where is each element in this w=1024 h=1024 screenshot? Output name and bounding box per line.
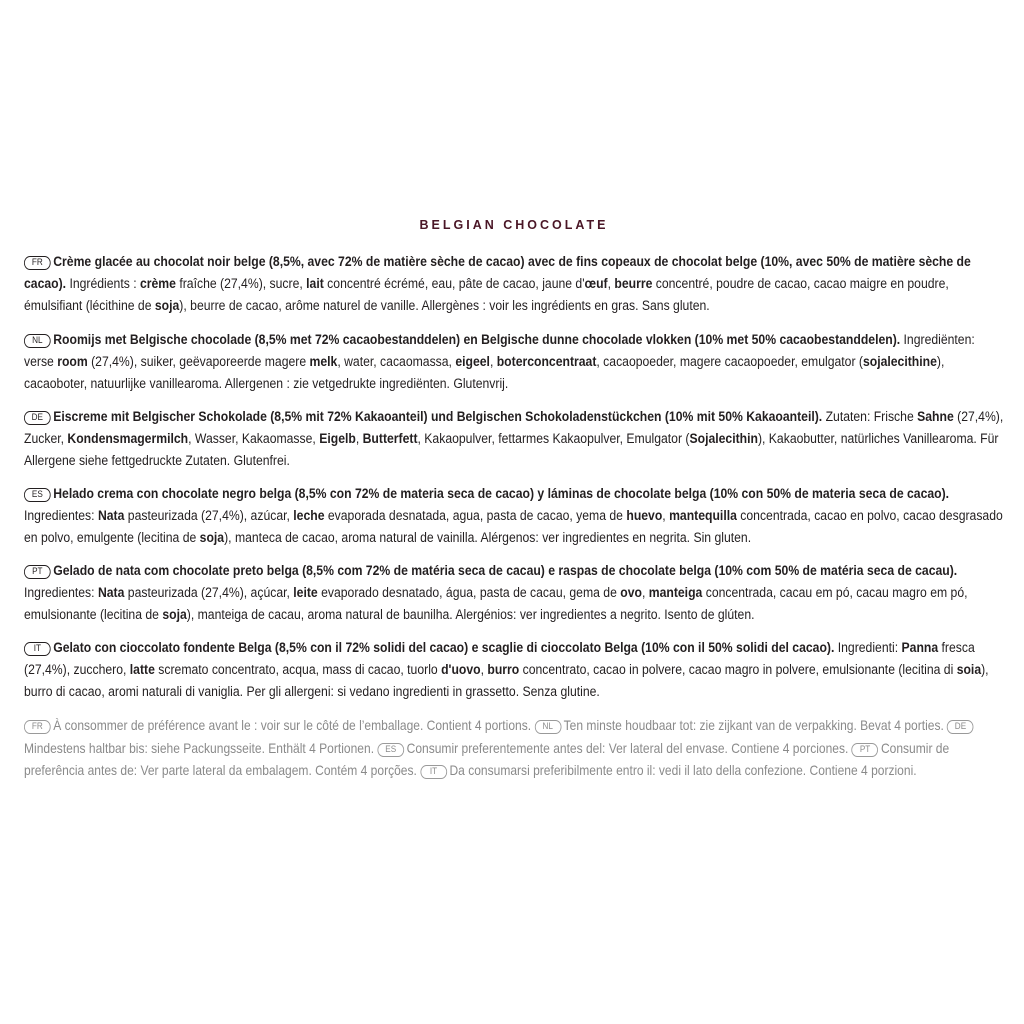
- ingredient-text: [24, 329, 1004, 395]
- text-run: ,: [480, 662, 488, 678]
- bold-text: soia: [956, 662, 982, 678]
- best-before-es: Consumir preferentemente antes del: Ver lateral del envase. Contiene 4 porciones.: [406, 739, 849, 756]
- bold-text: Panna: [901, 640, 939, 656]
- section-it: [24, 637, 1004, 703]
- bold-text: Kondensmagermilch: [67, 431, 189, 447]
- text-run: Ingrediënten: verse: [24, 332, 975, 370]
- bold-text: beurre: [614, 276, 653, 292]
- text-run: concentrada, cacao en polvo, cacao desgrasado en polvo, emulgente (lecitina de: [24, 508, 1003, 546]
- bold-text: Crème glacée au chocolat noir belge (8,5%, avec 72% de matière sèche de cacao) avec de fins copeaux de chocolat belge (10%, avec 50% de matière sèche de cacao).: [24, 254, 971, 292]
- best-before-fr: À consommer de préférence avant le : voir sur le côté de l’emballage. Contient 4 portions.: [53, 717, 532, 733]
- text-run: ), Kakaobutter, natürliches Vanillearoma. Für Allergene siehe fettgedruckte Zutaten. Glutenfrei.: [24, 431, 999, 469]
- bold-text: Nata: [97, 508, 125, 524]
- text-run: fraîche (27,4%), sucre,: [175, 276, 307, 292]
- bold-text: boterconcentraat: [496, 354, 597, 370]
- bold-text: mantequilla: [669, 508, 737, 524]
- language-badge-nl: NL: [534, 720, 561, 734]
- text-run: ,: [489, 354, 497, 370]
- text-run: (27,4%), suiker, geëvaporeerde magere: [87, 354, 310, 370]
- ingredient-text: [24, 483, 1004, 549]
- best-before-text: [24, 714, 1004, 782]
- ingredient-text: [24, 406, 1004, 472]
- text-run: ), manteca de cacao, aroma natural de vainilla. Alérgenos: ver ingredientes en negrita. Sin gluten.: [224, 530, 752, 546]
- bold-text: œuf: [584, 276, 608, 292]
- text-run: concentrada, cacau em pó, cacau magro em pó, emulsionante (lecitina de: [24, 585, 968, 623]
- bold-text: huevo: [626, 508, 663, 524]
- text-run: ,: [355, 431, 363, 447]
- language-badge-fr: FR: [24, 256, 51, 270]
- bold-text: soja: [154, 298, 180, 314]
- bold-text: crème: [139, 276, 176, 292]
- bold-text: burro: [487, 662, 520, 678]
- text-run: ,: [641, 585, 649, 601]
- language-badge-fr: FR: [24, 720, 51, 734]
- text-run: fresca (27,4%), zucchero,: [24, 640, 975, 678]
- language-badge-de: DE: [947, 720, 974, 734]
- text-run: ), burro di cacao, aromi naturali di vaniglia. Per gli allergeni: si vedano ingredienti in grassetto. Senza glutine.: [24, 662, 989, 700]
- text-run: scremato concentrato, acqua, mass di cacao, tuorlo: [154, 662, 442, 678]
- text-run: ,: [662, 508, 670, 524]
- text-run: ), beurre de cacao, arôme naturel de vanille. Allergènes : voir les ingrédients en gras. Sans gluten.: [179, 298, 710, 314]
- text-run: ), manteiga de cacau, aroma natural de baunilha. Alergénios: ver ingredientes a negrito. Isento de glúten.: [186, 607, 755, 623]
- ingredient-text: [24, 637, 1004, 703]
- section-nl: [24, 329, 1004, 395]
- language-badge-es: ES: [377, 743, 404, 757]
- text-run: concentré écrémé, eau, pâte de cacao, jaune d': [323, 276, 585, 292]
- text-run: Ingrédients :: [66, 276, 140, 292]
- text-run: Ingredientes:: [24, 508, 98, 524]
- bold-text: Gelato con cioccolato fondente Belga (8,5% con il 72% solidi del cacao) e scaglie di cioccolato Belga (10% con il 50% solidi del cacao).: [53, 640, 835, 656]
- bold-text: latte: [129, 662, 155, 678]
- text-run: evaporada desnatada, agua, pasta de cacao, yema de: [324, 508, 627, 524]
- bold-text: eigeel: [455, 354, 490, 370]
- text-run: pasteurizada (27,4%), açúcar,: [124, 585, 294, 601]
- language-badge-it: IT: [24, 642, 51, 656]
- bold-text: Butterfett: [362, 431, 418, 447]
- text-run: pasteurizada (27,4%), azúcar,: [124, 508, 294, 524]
- language-badge-pt: PT: [24, 565, 51, 579]
- bold-text: Sojalecithin: [689, 431, 758, 447]
- text-run: concentré, poudre de cacao, cacao maigre en poudre, émulsifiant (lécithine de: [24, 276, 949, 314]
- bold-text: room: [57, 354, 88, 370]
- section-fr: [24, 251, 1004, 317]
- text-run: Ingredientes:: [24, 585, 98, 601]
- bold-text: Roomijs met Belgische chocolade (8,5% met 72% cacaobestanddelen) en Belgische dunne chocolade vlokken (10% met 50% cacaobestanddelen).: [53, 332, 901, 348]
- text-run: evaporado desnatado, água, pasta de cacau, gema de: [317, 585, 621, 601]
- language-badge-it: IT: [420, 765, 447, 779]
- bold-text: Eigelb: [319, 431, 356, 447]
- bold-text: Sahne: [917, 409, 954, 425]
- best-before-nl: Ten minste houdbaar tot: zie zijkant van de verpakking. Bevat 4 porties.: [563, 717, 944, 733]
- text-run: , Kakaopulver, fettarmes Kakaopulver, Emulgator (: [417, 431, 690, 447]
- section-de: [24, 406, 1004, 472]
- best-before-block: [24, 714, 1004, 782]
- bold-text: d'uovo: [441, 662, 481, 678]
- bold-text: Nata: [97, 585, 125, 601]
- best-before-pt: Consumir de preferência antes de: Ver parte lateral da embalagem. Contém 4 porções.: [24, 739, 950, 778]
- ingredient-text: [24, 251, 1004, 317]
- bold-text: soja: [162, 607, 187, 623]
- best-before-de: Mindestens haltbar bis: siehe Packungsseite. Enthält 4 Portionen.: [24, 739, 375, 756]
- section-pt: [24, 560, 1004, 626]
- bold-text: leite: [293, 585, 318, 601]
- text-run: ,: [607, 276, 615, 292]
- bold-text: leche: [293, 508, 325, 524]
- text-run: concentrato, cacao in polvere, cacao magro in polvere, emulsionante (lecitina di: [519, 662, 957, 678]
- language-badge-nl: NL: [24, 334, 51, 348]
- bold-text: soja: [199, 530, 225, 546]
- best-before-it: Da consumarsi preferibilmente entro il: vedi il lato della confezione. Contiene 4 porzioni.: [449, 762, 917, 778]
- text-run: , water, cacaomassa,: [337, 354, 456, 370]
- section-es: [24, 483, 1004, 549]
- language-badge-pt: PT: [852, 743, 879, 757]
- language-badge-es: ES: [24, 488, 51, 502]
- bold-text: lait: [306, 276, 324, 292]
- text-run: Ingredienti:: [834, 640, 902, 656]
- bold-text: ovo: [620, 585, 642, 601]
- text-run: , cacaopoeder, magere cacaopoeder, emulgator (: [596, 354, 863, 370]
- bold-text: Gelado de nata com chocolate preto belga (8,5% com 72% de matéria seca de cacau) e raspas de chocolate belga (10% com 50% de matéria seca de cacau).: [53, 563, 958, 579]
- text-run: (27,4%), Zucker,: [24, 409, 1004, 447]
- bold-text: melk: [309, 354, 338, 370]
- text-run: ), cacaoboter, natuurlijke vanillearoma. Allergenen : zie vetgedrukte ingrediënten. Glutenvrij.: [24, 354, 945, 392]
- bold-text: Helado crema con chocolate negro belga (8,5% con 72% de materia seca de cacao) y láminas de chocolate belga (10% con 50% de materia seca de cacao).: [53, 486, 950, 502]
- label-title: BELGIAN CHOCOLATE: [419, 218, 609, 232]
- bold-text: sojalecithine: [862, 354, 937, 370]
- text-run: Zutaten: Frische: [822, 409, 918, 425]
- ingredient-text: [24, 560, 1004, 626]
- language-badge-de: DE: [24, 411, 51, 425]
- text-run: , Wasser, Kakaomasse,: [188, 431, 320, 447]
- bold-text: Eiscreme mit Belgischer Schokolade (8,5% mit 72% Kakaoanteil) und Belgischen Schokoladenstückchen (10% mit 50% Kakaoanteil).: [53, 409, 823, 425]
- bold-text: manteiga: [648, 585, 703, 601]
